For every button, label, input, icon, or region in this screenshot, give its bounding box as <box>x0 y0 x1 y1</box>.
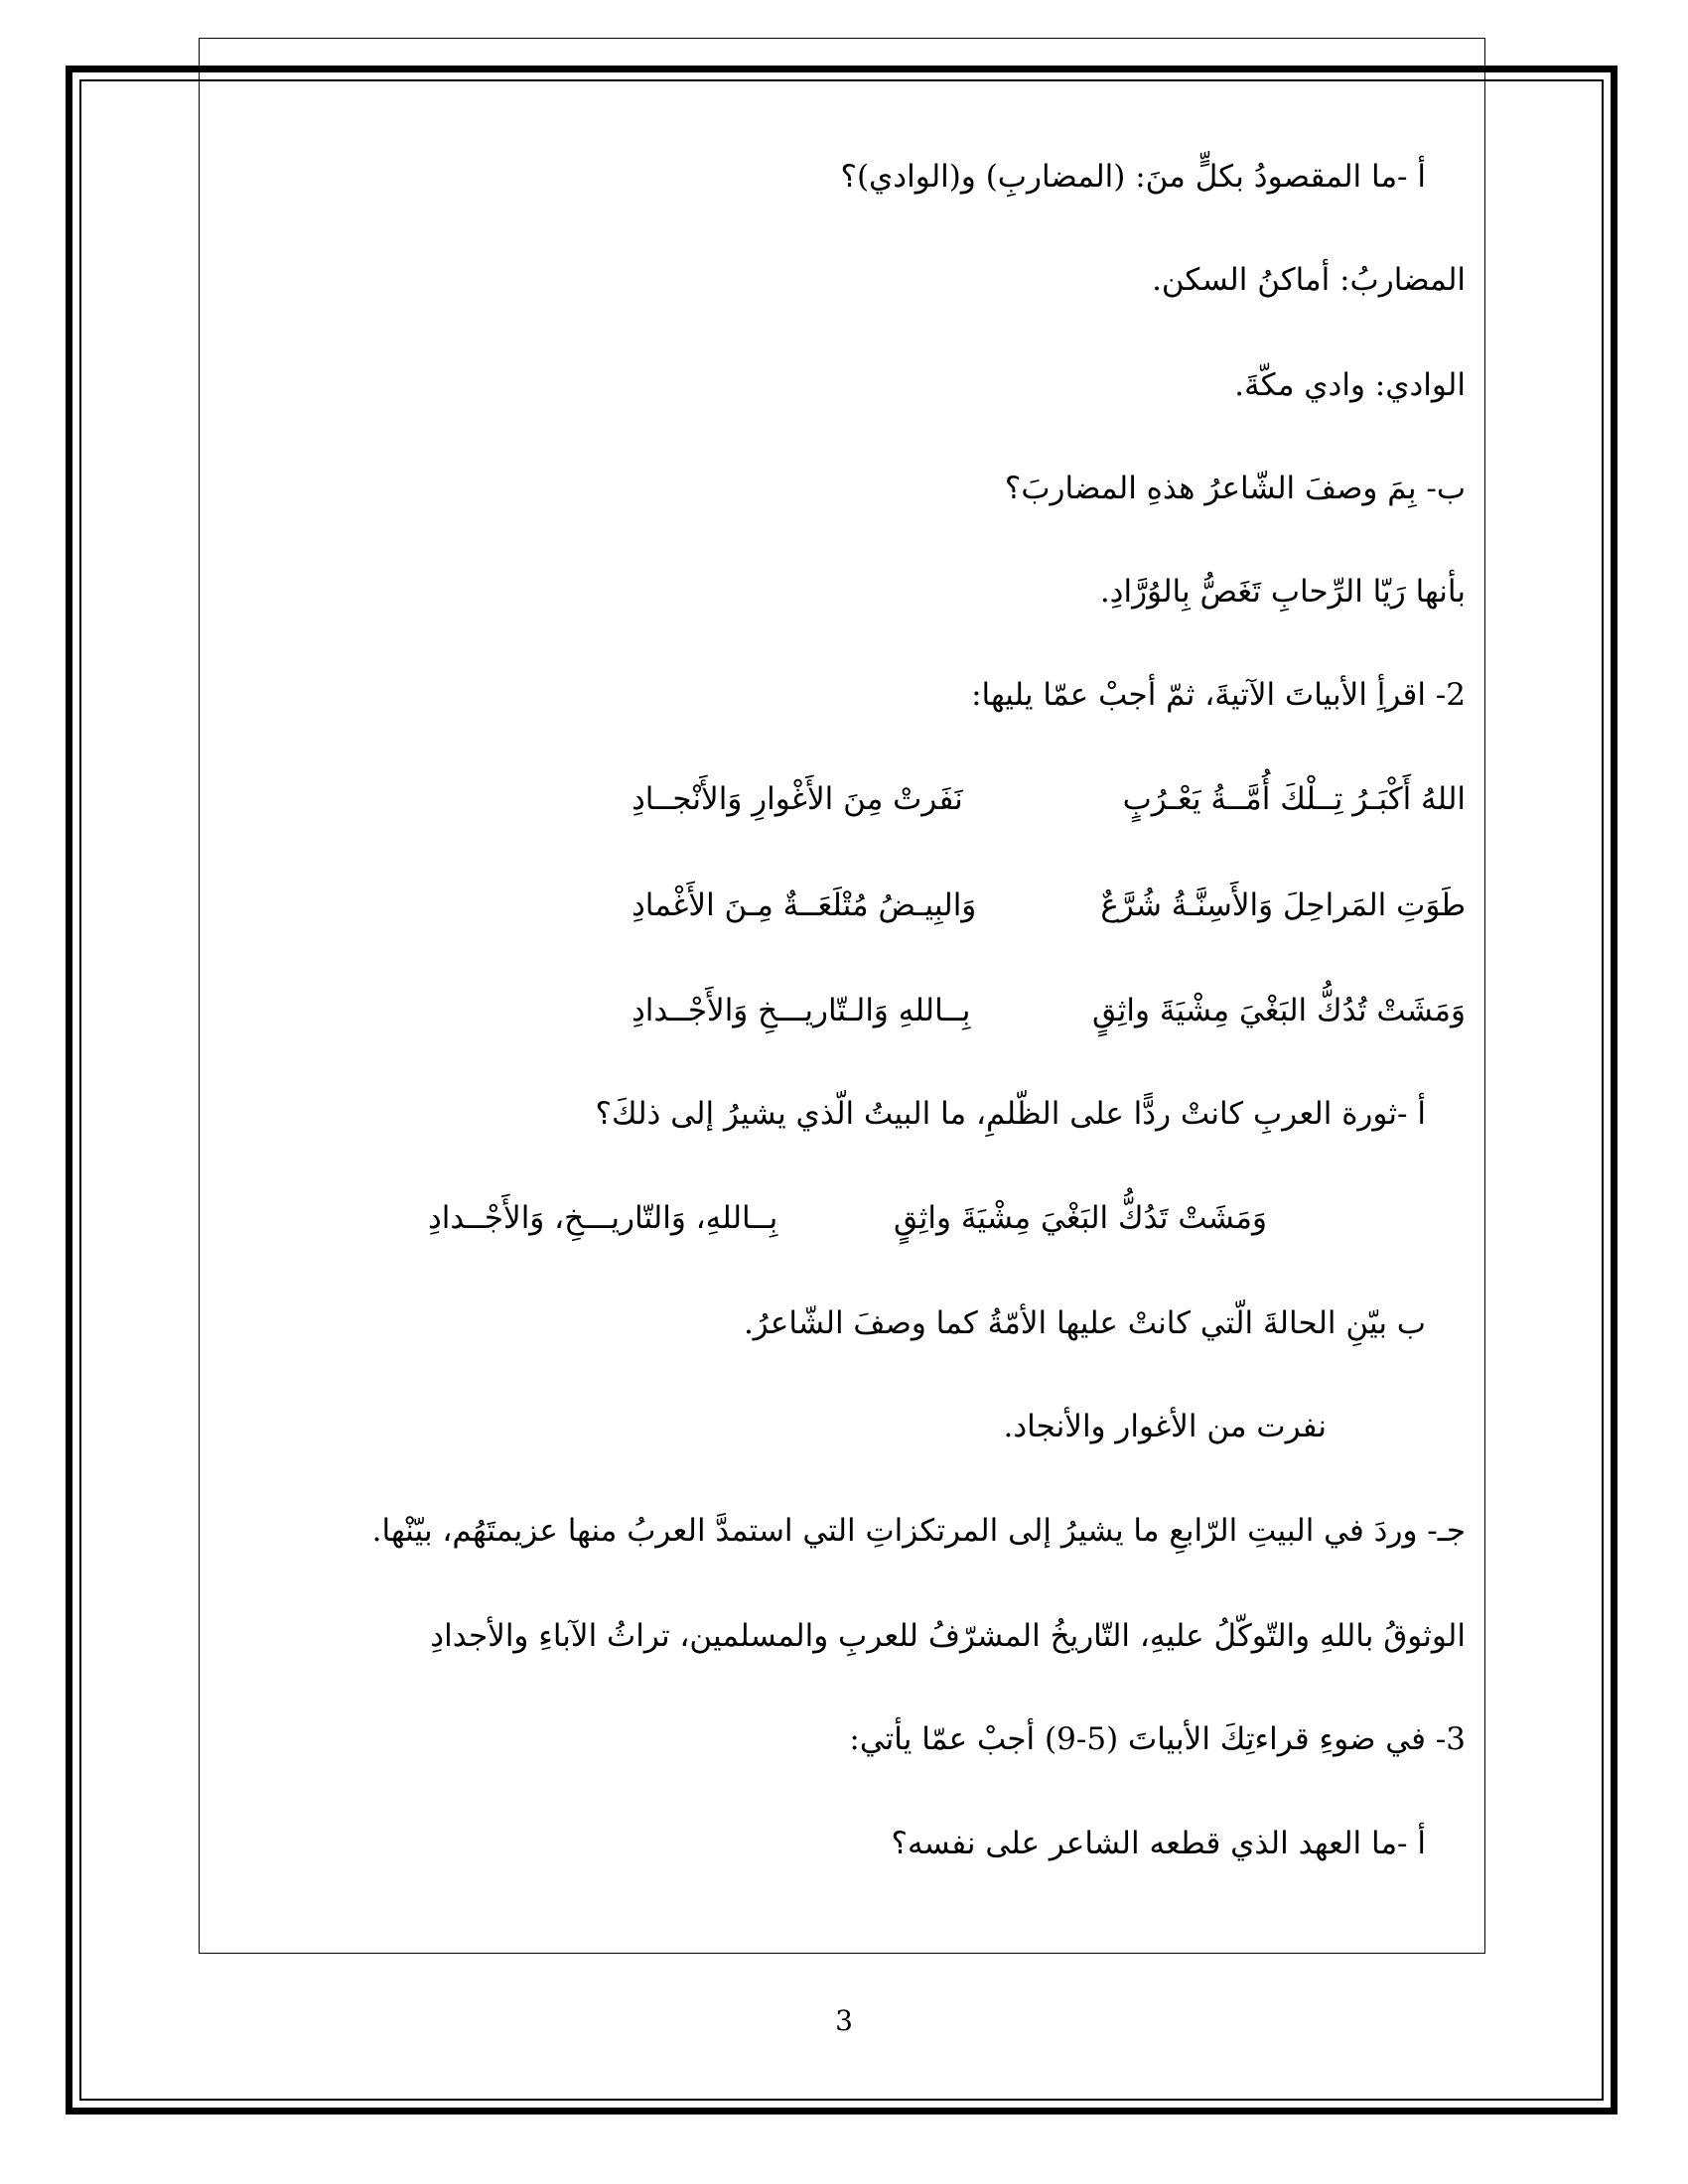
question-2c: جـ- وردَ في البيتِ الرّابعِ ما يشيرُ إلى المرتكزاتِ التي استمدَّ العربُ منها عزيمتَهُم، بيّنْها. <box>371 1513 1466 1549</box>
question-2: 2- اقرأِ الأبياتَ الآتيةَ، ثمّ أجبْ عمّا يليها: <box>971 677 1466 713</box>
verse-1-first-hemistich: اللهُ أَكْبَـرُ تِــلْكَ أُمَّــةُ يَعْـرُبٍ <box>1122 781 1466 817</box>
verse-3-second-hemistich: بِــاللهِ وَالـتّاريـــخِ وَالأَجْــدادِ <box>632 993 971 1028</box>
verse-1-second-hemistich: نَفَرتْ مِنَ الأَغْوارِ وَالأَنْجــادِ <box>632 781 963 817</box>
answer-1a-madarib: المضاربُ: أماكنُ السكن. <box>1152 262 1466 298</box>
page-number: 3 <box>835 2004 853 2037</box>
verse-2-first-hemistich: طَوَتِ المَراحِلَ وَالأَسِنَّـةُ شُرَّعٌ <box>1100 887 1466 923</box>
answer-1b: بأنها رَيّا الرِّحابِ تَغَصُّ بِالوُرَّادِ. <box>1099 574 1466 610</box>
document-content <box>199 38 1485 1954</box>
question-1b: ب- بِمَ وصفَ الشّاعرُ هذهِ المضاربَ؟ <box>1004 471 1466 506</box>
question-2b: ب بيّنِ الحالةَ الّتي كانتْ عليها الأمّةُ كما وصفَ الشّاعرُ. <box>743 1305 1426 1341</box>
answer-1a-wadi: الوادي: وادي مكّةَ. <box>1234 367 1466 403</box>
answer-2b: نفرت من الأغوار والأنجاد. <box>1003 1409 1327 1444</box>
question-3: 3- في ضوءِ قراءتِكَ الأبياتَ (5-9) أجبْ عمّا يأتي: <box>849 1721 1466 1757</box>
verse-3-first-hemistich: وَمَشَتْ تُدُكُّ البَغْيَ مِشْيَةَ واثِقٍ <box>1091 993 1466 1028</box>
question-2a: أ -ثورة العربِ كانتْ ردًّا على الظّلمِ، ما البيتُ الّذي يشيرُ إلى ذلكَ؟ <box>595 1096 1426 1132</box>
answer-2a-second-hemistich: بِــاللهِ، وَالتّاريـــخِ، وَالأَجْــدادِ <box>428 1200 778 1236</box>
answer-2a-first-hemistich: وَمَشَتْ تَدُكُّ البَغْيَ مِشْيَةَ واثِقٍ <box>893 1200 1267 1236</box>
verse-2-second-hemistich: وَالبِيـضُ مُتْلَعَــةٌ مِـنَ الأَغْمادِ <box>632 887 977 923</box>
answer-2c: الوثوقُ باللهِ والتّوكّلُ عليهِ، التّاريخُ المشرّفُ للعربِ والمسلمين، تراثُ الآباءِ والأجدادِ <box>430 1618 1466 1654</box>
question-1a: أ -ما المقصودُ بكلٍّ منَ: (المضاربِ) و(الوادي)؟ <box>840 159 1426 195</box>
question-3a: أ -ما العهد الذي قطعه الشاعر على نفسه؟ <box>891 1826 1426 1861</box>
